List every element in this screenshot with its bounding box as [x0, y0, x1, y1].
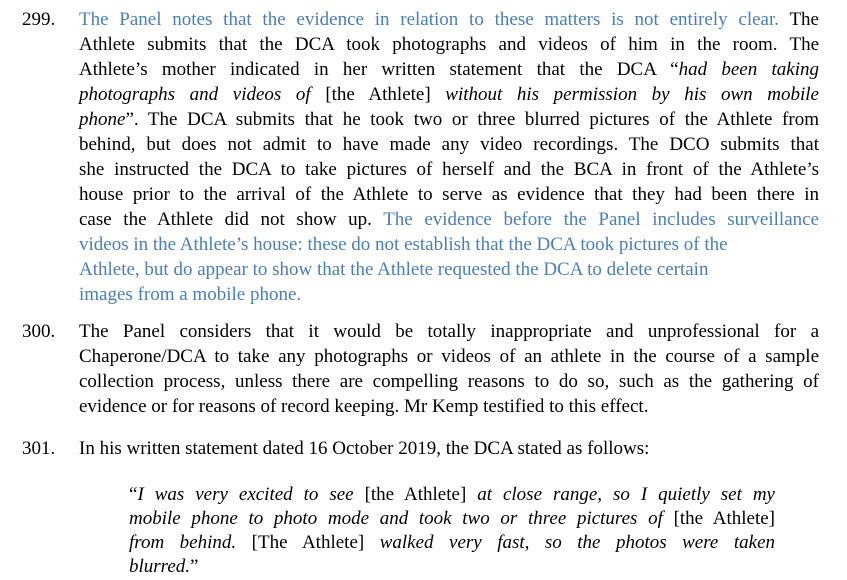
- text-line: [79, 109, 819, 131]
- quote-mark: ”: [190, 556, 199, 577]
- quote-line: [129, 556, 775, 578]
- text-line: she instructed the DCA to take pictures of herself and the BCA in front of the Athlete’s: [79, 159, 819, 180]
- text-span: [the Athlete]: [310, 84, 446, 105]
- paragraph-number: 299.: [22, 9, 56, 30]
- quote-mark: “: [129, 484, 138, 505]
- text-line: collection process, unless there are compelling reasons to do so, such as the gathering of: [79, 371, 819, 392]
- text-line: house prior to the arrival of the Athlete to serve as evidence that they had been there in: [79, 184, 819, 205]
- highlighted-text: The evidence before the Panel includes surveillance: [383, 209, 819, 230]
- text-span: ”. The DCA submits that he took two or three blurred pictures of the Athlete from: [125, 109, 819, 130]
- highlighted-line: Athlete, but do appear to show that the Athlete requested the DCA to delete certain: [79, 259, 709, 280]
- highlighted-line: videos in the Athlete’s house: these do not establish that the DCA took pictures of the: [79, 234, 728, 255]
- text-line: In his written statement dated 16 October 2019, the DCA stated as follows:: [79, 438, 650, 459]
- text-line: [79, 84, 819, 106]
- text-line: Athlete submits that the DCA took photographs and videos of him in the room. The: [79, 34, 819, 55]
- quoted-text: without his permission by his own mobile: [445, 84, 819, 105]
- text-line: [79, 9, 819, 31]
- quoted-text: photographs and videos of: [79, 84, 311, 105]
- quoted-text: I was very excited to see: [137, 484, 354, 505]
- text-line: evidence or for reasons of record keeping. Mr Kemp testified to this effect.: [79, 396, 649, 417]
- text-line: [79, 209, 819, 231]
- quoted-text: from behind.: [129, 532, 237, 553]
- quote-line: [129, 484, 775, 506]
- quoted-text: mobile phone to photo mode and took two or three pictures of: [129, 508, 663, 529]
- text-span: Athlete’s mother indicated in her written statement that the DCA “: [79, 59, 679, 80]
- highlighted-text: The Panel notes that the evidence in relation to these matters is not entirely clear.: [79, 9, 780, 30]
- quoted-text: had been taking: [678, 59, 820, 80]
- text-span: [the Athlete]: [353, 484, 478, 505]
- text-line: The Panel considers that it would be totally inappropriate and unprofessional for a: [79, 321, 819, 342]
- highlighted-line: images from a mobile phone.: [79, 284, 302, 305]
- quote-line: [129, 508, 775, 530]
- quoted-text: phone: [79, 109, 126, 130]
- quoted-text: walked very fast, so the photos were taken: [379, 532, 775, 553]
- quoted-text: at close range, so I quietly set my: [477, 484, 775, 505]
- text-span: [the Athlete]: [662, 508, 775, 529]
- text-span: case the Athlete did not show up.: [79, 209, 384, 230]
- text-line: behind, but does not admit to have made any video recordings. The DCO submits that: [79, 134, 819, 155]
- paragraph-number: 300.: [22, 321, 56, 342]
- paragraph-number: 301.: [22, 438, 56, 459]
- text-span: The: [779, 9, 819, 30]
- text-line: Chaperone/DCA to take any photographs or videos of an athlete in the course of a sample: [79, 346, 819, 367]
- quoted-text: blurred.: [129, 556, 191, 577]
- text-span: [The Athlete]: [236, 532, 380, 553]
- quote-line: [129, 532, 775, 554]
- text-line: [79, 59, 819, 81]
